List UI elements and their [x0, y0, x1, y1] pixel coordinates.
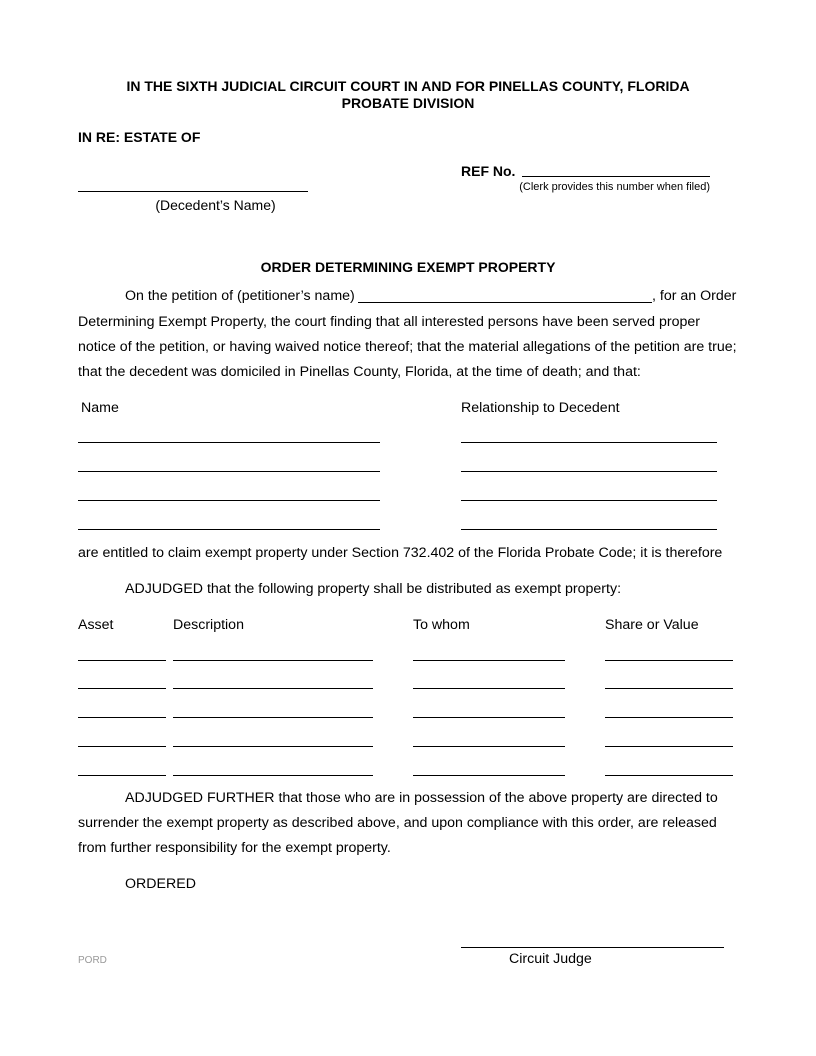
petition-line-2: Determining Exempt Property, the court finding that all interested persons have been served proper	[78, 314, 700, 330]
person-name-field[interactable]	[78, 529, 380, 530]
name-column-header: Name	[81, 400, 119, 416]
description-column-header: Description	[173, 617, 244, 633]
person-name-field[interactable]	[78, 442, 380, 443]
asset-field[interactable]	[78, 688, 166, 689]
form-code: PORD	[78, 955, 107, 966]
signature-caption: Circuit Judge	[509, 951, 592, 967]
asset-field[interactable]	[78, 717, 166, 718]
court-division: PROBATE DIVISION	[341, 95, 475, 111]
asset-field[interactable]	[78, 660, 166, 661]
order-title: ORDER DETERMINING EXEMPT PROPERTY	[260, 259, 556, 275]
to-whom-field[interactable]	[413, 660, 565, 661]
description-field[interactable]	[173, 688, 373, 689]
petition-tail: , for an Order	[652, 288, 737, 304]
entitled-statement: are entitled to claim exempt property under Section 732.402 of the Florida Probate Code; it is therefore	[78, 545, 723, 561]
ref-number-field[interactable]	[522, 176, 710, 177]
person-name-field[interactable]	[78, 471, 380, 472]
description-field[interactable]	[173, 746, 373, 747]
court-name: IN THE SIXTH JUDICIAL CIRCUIT COURT IN AND FOR PINELLAS COUNTY, FLORIDA	[126, 78, 690, 94]
person-relationship-field[interactable]	[461, 442, 717, 443]
share-value-field[interactable]	[605, 775, 733, 776]
share-value-field[interactable]	[605, 746, 733, 747]
person-name-field[interactable]	[78, 500, 380, 501]
share-column-header: Share or Value	[605, 617, 699, 633]
share-value-field[interactable]	[605, 717, 733, 718]
further-line-3: from further responsibility for the exempt property.	[78, 840, 391, 856]
ref-number-note: (Clerk provides this number when filed)	[519, 181, 710, 193]
person-relationship-field[interactable]	[461, 529, 717, 530]
petition-line-3: notice of the petition, or having waived notice thereof; that the material allegations of the petition are true;	[78, 339, 737, 355]
further-line-1: ADJUDGED FURTHER that those who are in possession of the above property are directed to	[125, 790, 718, 806]
to-whom-field[interactable]	[413, 746, 565, 747]
in-re-label: IN RE: ESTATE OF	[78, 129, 201, 145]
petitioner-name-field[interactable]	[358, 302, 652, 303]
petition-lead: On the petition of (petitioner’s name)	[125, 288, 355, 304]
petition-line-4: that the decedent was domiciled in Pinellas County, Florida, at the time of death; and that:	[78, 364, 641, 380]
relationship-column-header: Relationship to Decedent	[461, 400, 620, 416]
judge-signature-field[interactable]	[461, 947, 724, 948]
decedent-name-field[interactable]	[78, 191, 308, 192]
to-whom-field[interactable]	[413, 688, 565, 689]
description-field[interactable]	[173, 775, 373, 776]
person-relationship-field[interactable]	[461, 500, 717, 501]
decedent-name-caption: (Decedent’s Name)	[155, 197, 276, 213]
asset-field[interactable]	[78, 775, 166, 776]
asset-field[interactable]	[78, 746, 166, 747]
to-whom-field[interactable]	[413, 717, 565, 718]
ordered-label: ORDERED	[125, 876, 196, 892]
further-line-2: surrender the exempt property as described above, and upon compliance with this order, are released	[78, 815, 717, 831]
adjudged-statement: ADJUDGED that the following property shall be distributed as exempt property:	[125, 581, 622, 597]
person-relationship-field[interactable]	[461, 471, 717, 472]
to-whom-column-header: To whom	[413, 617, 470, 633]
share-value-field[interactable]	[605, 688, 733, 689]
description-field[interactable]	[173, 717, 373, 718]
asset-column-header: Asset	[78, 617, 114, 633]
ref-number-label: REF No.	[461, 163, 516, 179]
to-whom-field[interactable]	[413, 775, 565, 776]
share-value-field[interactable]	[605, 660, 733, 661]
description-field[interactable]	[173, 660, 373, 661]
